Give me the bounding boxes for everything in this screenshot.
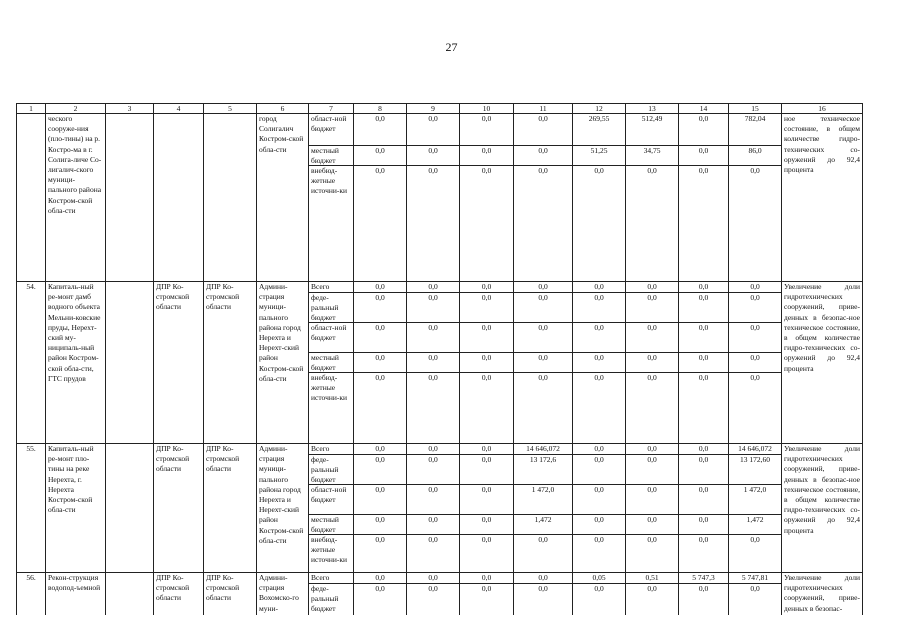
amount-value: 0,0 bbox=[698, 166, 709, 175]
funding-source: Всего bbox=[309, 573, 353, 584]
col3-cell bbox=[106, 573, 154, 616]
customer bbox=[154, 114, 204, 282]
col3-cell bbox=[106, 114, 154, 282]
amount-value: 34,75 bbox=[626, 146, 678, 166]
amount-value: 0,0 bbox=[573, 515, 625, 535]
amount-value: 0,0 bbox=[481, 535, 492, 544]
amount-value: 0,0 bbox=[407, 573, 459, 584]
col-header: 13 bbox=[626, 104, 679, 114]
amount-value: 0,0 bbox=[573, 485, 625, 515]
amount-value: 0,0 bbox=[428, 535, 438, 544]
amount-value: 0,0 bbox=[460, 146, 513, 166]
amount-value: 0,51 bbox=[626, 573, 678, 584]
amount-value: 0,0 bbox=[354, 282, 406, 293]
expected-result: Увеличение доли гидротехнических сооружений, приве-денных в безопас-ное техническое состояние, в общем количестве гидро-технических со-оружений до 92,4 процента bbox=[782, 282, 863, 444]
amount-value: 0,0 bbox=[679, 293, 728, 323]
amount-value: 0,0 bbox=[481, 166, 492, 175]
amount-value: 0,0 bbox=[514, 293, 572, 323]
amount-value: 0,0 bbox=[594, 535, 604, 544]
amount-cell bbox=[407, 282, 460, 444]
amount-value: 0,0 bbox=[679, 114, 728, 146]
col3-cell bbox=[106, 444, 154, 573]
amount-cell bbox=[407, 444, 460, 573]
coordinator bbox=[204, 114, 257, 282]
amount-value: 0,0 bbox=[407, 114, 459, 146]
amount-value: 0,0 bbox=[481, 584, 492, 593]
amount-cell bbox=[514, 573, 573, 616]
amount-value: 0,0 bbox=[698, 584, 709, 593]
funding-source: внебюд-жетные источни-ки bbox=[311, 535, 348, 565]
amount-value: 0,0 bbox=[514, 573, 572, 584]
amount-value: 0,0 bbox=[514, 353, 572, 373]
amount-value: 0,0 bbox=[481, 373, 492, 382]
col-header: 15 bbox=[729, 104, 782, 114]
col-header: 1 bbox=[17, 104, 46, 114]
amount-cell bbox=[514, 444, 573, 573]
amount-value: 0,0 bbox=[375, 535, 385, 544]
amount-value: 0,0 bbox=[647, 373, 657, 382]
funding-source: внебюд-жетные источни-ки bbox=[311, 373, 348, 403]
funding-source-cell bbox=[309, 282, 354, 444]
amount-cell bbox=[573, 282, 626, 444]
amount-value: 0,0 bbox=[679, 146, 728, 166]
funding-source: местный бюджет bbox=[309, 146, 353, 166]
expected-result: Увеличение доли гидротехнических сооружений, приве-денных в безопас-ное техническое состояние, в общем количестве гидро-технических со-оружений до 92,4 процента bbox=[782, 444, 863, 573]
table-row bbox=[17, 114, 863, 282]
executor: Админи-страция муници-пального района город Нерехта и Нерехт-ский район Костром-ской обла-сти bbox=[257, 282, 309, 444]
amount-value: 0,0 bbox=[573, 455, 625, 485]
funding-source: област-ной бюджет bbox=[309, 485, 353, 515]
amount-value: 0,0 bbox=[407, 515, 459, 535]
amount-cell bbox=[573, 573, 626, 616]
object-name: Рекон-струкция водопод-ъемной bbox=[46, 573, 106, 616]
amount-cell bbox=[460, 444, 514, 573]
customer: ДПР Ко-стромской области bbox=[154, 573, 204, 616]
coordinator: ДПР Ко-стромской области bbox=[204, 282, 257, 444]
amount-cell bbox=[354, 444, 407, 573]
amount-value: 0,0 bbox=[679, 323, 728, 353]
col-header: 4 bbox=[154, 104, 204, 114]
amount-cell bbox=[354, 282, 407, 444]
coordinator: ДПР Ко-стромской области bbox=[204, 573, 257, 616]
customer: ДПР Ко-стромской области bbox=[154, 444, 204, 573]
amount-value: 0,0 bbox=[460, 455, 513, 485]
funding-source: Всего bbox=[309, 444, 353, 455]
row-number bbox=[17, 114, 46, 282]
row-number: 55. bbox=[17, 444, 46, 573]
amount-value: 1,472 bbox=[514, 515, 572, 535]
amount-value: 0,0 bbox=[626, 444, 678, 455]
amount-value: 0,0 bbox=[573, 323, 625, 353]
amount-cell bbox=[573, 444, 626, 573]
amount-value: 0,0 bbox=[460, 293, 513, 323]
amount-value: 0,0 bbox=[538, 166, 548, 175]
amount-value: 0,0 bbox=[460, 114, 513, 146]
funding-source: внебюд-жетные источни-ки bbox=[311, 166, 348, 196]
amount-cell bbox=[679, 444, 729, 573]
amount-value: 1 472,0 bbox=[729, 485, 781, 515]
amount-cell bbox=[514, 282, 573, 444]
amount-value: 0,0 bbox=[729, 323, 781, 353]
amount-value: 0,0 bbox=[460, 573, 513, 584]
amount-value: 0,0 bbox=[538, 373, 548, 382]
executor: Админи-страция Вохомско-го муни- bbox=[257, 573, 309, 616]
funding-source: местный бюджет bbox=[309, 515, 353, 535]
amount-value: 0,0 bbox=[626, 323, 678, 353]
amount-value: 0,0 bbox=[428, 584, 438, 593]
amount-value: 0,0 bbox=[538, 584, 548, 593]
amount-value: 0,0 bbox=[573, 444, 625, 455]
amount-cell bbox=[354, 114, 407, 282]
funding-source: област-ной бюджет bbox=[309, 114, 353, 146]
col-header: 14 bbox=[679, 104, 729, 114]
col3-cell bbox=[106, 282, 154, 444]
amount-value: 0,0 bbox=[460, 353, 513, 373]
funding-source-cell bbox=[309, 573, 354, 616]
funding-source: местный бюджет bbox=[309, 353, 353, 373]
amount-value: 0,05 bbox=[573, 573, 625, 584]
amount-cell bbox=[626, 444, 679, 573]
col-header: 6 bbox=[257, 104, 309, 114]
amount-value: 0,0 bbox=[354, 293, 406, 323]
amount-value: 0,0 bbox=[679, 353, 728, 373]
amount-value: 0,0 bbox=[354, 515, 406, 535]
col-header: 16 bbox=[782, 104, 863, 114]
funding-source: област-ной бюджет bbox=[309, 323, 353, 353]
object-name: Капиталь-ный ре-монт дамб водного объекта Мельни-ковские пруды, Нерехт-ский му-ниципаль-ный район Костром-ской обла-сти, ГТС прудов bbox=[46, 282, 106, 444]
amount-value: 14 646,072 bbox=[514, 444, 572, 455]
object-name: ческого сооруже-ния (пло-тины) на р. Костро-ма в г. Солига-личе Со-лигалич-ского муници-пального района Костром-ской обла-сти bbox=[46, 114, 106, 282]
customer: ДПР Ко-стромской области bbox=[154, 282, 204, 444]
table-row bbox=[17, 573, 863, 616]
amount-value: 0,0 bbox=[729, 353, 781, 373]
funding-source-cell bbox=[309, 444, 354, 573]
amount-value: 0,0 bbox=[460, 282, 513, 293]
amount-cell bbox=[407, 114, 460, 282]
col-header: 2 bbox=[46, 104, 106, 114]
amount-value: 0,0 bbox=[514, 323, 572, 353]
amount-value: 0,0 bbox=[460, 444, 513, 455]
funding-source: феде-ральный бюджет bbox=[311, 584, 339, 614]
amount-value: 0,0 bbox=[573, 293, 625, 323]
amount-value: 5 747,81 bbox=[729, 573, 781, 584]
amount-value: 0,0 bbox=[679, 515, 728, 535]
amount-value: 86,0 bbox=[729, 146, 781, 166]
col-header: 5 bbox=[204, 104, 257, 114]
amount-value: 0,0 bbox=[407, 323, 459, 353]
amount-value: 0,0 bbox=[407, 353, 459, 373]
executor: город Солигалич Костром-ской обла-сти bbox=[257, 114, 309, 282]
expected-result: ное техническое состояние, в общем количестве гидро-технических со-оружений до 92,4 процента bbox=[782, 114, 863, 282]
amount-value: 0,0 bbox=[594, 166, 604, 175]
col-header: 11 bbox=[514, 104, 573, 114]
amount-value: 0,0 bbox=[354, 444, 406, 455]
amount-value: 0,0 bbox=[538, 535, 548, 544]
amount-value: 0,0 bbox=[354, 353, 406, 373]
executor: Админи-страция муници-пального района город Нерехта и Нерехт-ский район Костром-ской обла-сти bbox=[257, 444, 309, 573]
amount-value: 0,0 bbox=[354, 455, 406, 485]
funding-source-cell bbox=[309, 114, 354, 282]
amount-value: 0,0 bbox=[354, 114, 406, 146]
amount-value: 0,0 bbox=[750, 584, 760, 593]
amount-cell bbox=[729, 114, 782, 282]
amount-value: 0,0 bbox=[354, 146, 406, 166]
budget-table bbox=[16, 103, 863, 615]
funding-source: феде-ральный бюджет bbox=[309, 293, 353, 323]
col-header: 7 bbox=[309, 104, 354, 114]
amount-value: 0,0 bbox=[647, 584, 657, 593]
amount-value: 269,55 bbox=[573, 114, 625, 146]
amount-cell bbox=[679, 282, 729, 444]
amount-value: 0,0 bbox=[428, 373, 438, 382]
amount-cell bbox=[460, 114, 514, 282]
amount-value: 0,0 bbox=[407, 282, 459, 293]
coordinator: ДПР Ко-стромской области bbox=[204, 444, 257, 573]
amount-value: 0,0 bbox=[460, 323, 513, 353]
amount-cell bbox=[573, 114, 626, 282]
amount-value: 0,0 bbox=[679, 444, 728, 455]
amount-value: 14 646,072 bbox=[729, 444, 781, 455]
amount-value: 0,0 bbox=[375, 584, 385, 593]
amount-value: 0,0 bbox=[573, 353, 625, 373]
row-number: 54. bbox=[17, 282, 46, 444]
amount-value: 0,0 bbox=[407, 444, 459, 455]
amount-value: 512,49 bbox=[626, 114, 678, 146]
amount-value: 0,0 bbox=[626, 455, 678, 485]
amount-value: 13 172,6 bbox=[514, 455, 572, 485]
amount-value: 0,0 bbox=[460, 515, 513, 535]
table-row bbox=[17, 282, 863, 444]
amount-cell bbox=[460, 573, 514, 616]
amount-value: 0,0 bbox=[354, 323, 406, 353]
col-header: 3 bbox=[106, 104, 154, 114]
amount-cell bbox=[626, 114, 679, 282]
amount-value: 0,0 bbox=[729, 282, 781, 293]
amount-value: 0,0 bbox=[407, 146, 459, 166]
amount-cell bbox=[679, 114, 729, 282]
amount-value: 0,0 bbox=[407, 455, 459, 485]
amount-value: 0,0 bbox=[626, 282, 678, 293]
amount-value: 0,0 bbox=[750, 373, 760, 382]
amount-value: 0,0 bbox=[626, 485, 678, 515]
amount-cell bbox=[407, 573, 460, 616]
amount-value: 0,0 bbox=[354, 573, 406, 584]
page-number: 27 bbox=[445, 40, 458, 54]
column-number-row bbox=[17, 104, 863, 114]
amount-cell bbox=[729, 282, 782, 444]
amount-cell bbox=[729, 573, 782, 616]
col-header: 8 bbox=[354, 104, 407, 114]
amount-value: 0,0 bbox=[514, 146, 572, 166]
col-header: 9 bbox=[407, 104, 460, 114]
amount-value: 0,0 bbox=[594, 373, 604, 382]
amount-value: 0,0 bbox=[647, 166, 657, 175]
amount-value: 0,0 bbox=[679, 455, 728, 485]
amount-value: 0,0 bbox=[428, 166, 438, 175]
amount-value: 0,0 bbox=[460, 485, 513, 515]
row-number: 56. bbox=[17, 573, 46, 616]
amount-cell bbox=[354, 573, 407, 616]
amount-value: 0,0 bbox=[594, 584, 604, 593]
amount-value: 0,0 bbox=[514, 282, 572, 293]
amount-value: 0,0 bbox=[750, 166, 760, 175]
amount-value: 0,0 bbox=[679, 485, 728, 515]
amount-value: 0,0 bbox=[573, 282, 625, 293]
amount-cell bbox=[460, 282, 514, 444]
amount-cell bbox=[514, 114, 573, 282]
col-header: 12 bbox=[573, 104, 626, 114]
amount-value: 0,0 bbox=[626, 353, 678, 373]
amount-cell bbox=[626, 573, 679, 616]
amount-value: 0,0 bbox=[698, 535, 709, 544]
amount-cell bbox=[729, 444, 782, 573]
amount-value: 0,0 bbox=[698, 373, 709, 382]
amount-value: 0,0 bbox=[626, 515, 678, 535]
object-name: Капиталь-ный ре-монт пло-тины на реке Нерехта, г. Нерехта Костром-ской обла-сти bbox=[46, 444, 106, 573]
amount-value: 0,0 bbox=[750, 535, 760, 544]
amount-value: 0,0 bbox=[626, 293, 678, 323]
amount-value: 782,04 bbox=[729, 114, 781, 146]
amount-value: 0,0 bbox=[354, 485, 406, 515]
amount-value: 0,0 bbox=[407, 293, 459, 323]
amount-cell bbox=[679, 573, 729, 616]
amount-cell bbox=[626, 282, 679, 444]
amount-value: 51,25 bbox=[573, 146, 625, 166]
amount-value: 0,0 bbox=[514, 114, 572, 146]
amount-value: 13 172,60 bbox=[729, 455, 781, 485]
amount-value: 1 472,0 bbox=[514, 485, 572, 515]
col-header: 10 bbox=[460, 104, 514, 114]
table-row bbox=[17, 444, 863, 573]
amount-value: 0,0 bbox=[375, 166, 385, 175]
amount-value: 0,0 bbox=[407, 485, 459, 515]
amount-value: 1,472 bbox=[729, 515, 781, 535]
funding-source: феде-ральный бюджет bbox=[309, 455, 353, 485]
funding-source: Всего bbox=[309, 282, 353, 293]
amount-value: 0,0 bbox=[647, 535, 657, 544]
amount-value: 0,0 bbox=[679, 282, 728, 293]
expected-result: Увеличение доли гидротехнических сооружений, приве-денных в безопас- bbox=[782, 573, 863, 616]
amount-value: 0,0 bbox=[375, 373, 385, 382]
amount-value: 5 747,3 bbox=[679, 573, 728, 584]
amount-value: 0,0 bbox=[729, 293, 781, 323]
